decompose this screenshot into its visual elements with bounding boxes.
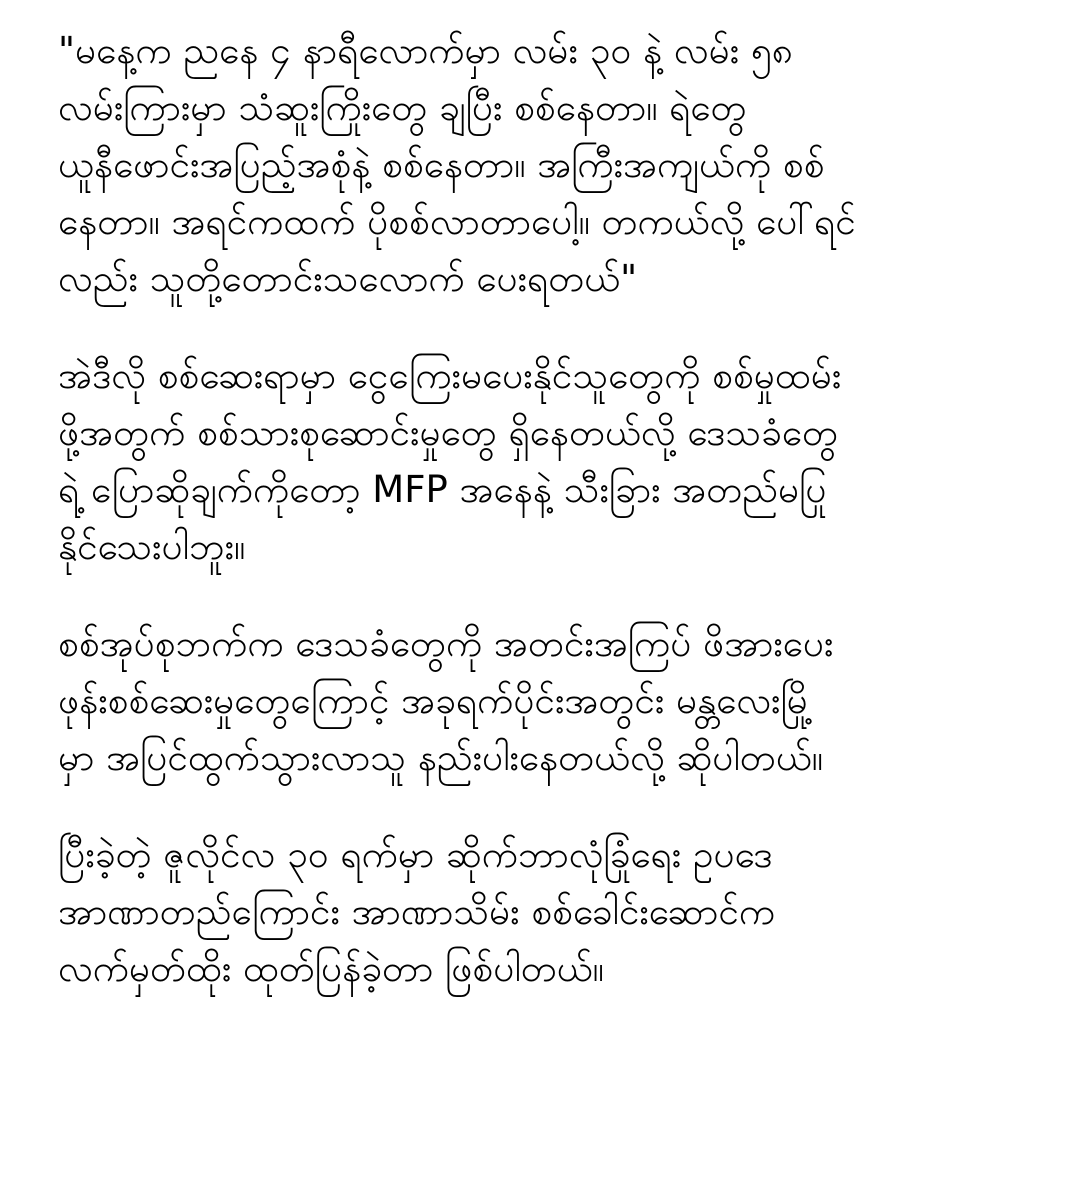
paragraph-4 [58,826,1048,997]
text-line: ပြီးခဲ့တဲ့ ဇူလိုင်လ ၃၀ ရက်မှာ ဆိုက်ဘာလုံခြုံရေး ဥပဒေ [58,833,773,876]
text-line: ဖုန်းစစ်ဆေးမှုတွေကြောင့် အခုရက်ပိုင်းအတွင်း မန္တလေးမြို့ [58,679,814,722]
text-line: လည်း သူတို့တောင်းသလောက် ပေးရတယ်" [58,257,638,300]
text-line: လမ်းကြားမှာ သံဆူးကြိုးတွေ ချပြီး စစ်နေတာ။ ရဲတွေ [58,86,747,129]
paragraph-1 [58,22,1048,307]
text-line: ဖို့အတွက် စစ်သားစုဆောင်းမှုတွေ ရှိနေတယ်လို့ ဒေသခံတွေ [58,411,838,454]
paragraph-3 [58,615,1048,786]
text-line: စစ်အုပ်စုဘက်က ဒေသခံတွေကို အတင်းအကြပ် ဖိအားပေး [58,622,834,665]
text-line: ယူနီဖောင်းအပြည့်အစုံနဲ့ စစ်နေတာ။ အကြီးအကျယ်ကို စစ် [58,143,825,186]
text-line: အဲဒီလို စစ်ဆေးရာမှာ ငွေကြေးမပေးနိုင်သူတွေကို စစ်မှုထမ်း [58,354,842,397]
article-body [58,22,1048,1037]
text-line: ရဲ့ ပြောဆိုချက်ကိုတော့ MFP အနေနဲ့ သီးခြား အတည်မပြု [58,468,827,511]
text-line: လက်မှတ်ထိုး ထုတ်ပြန်ခဲ့တာ ဖြစ်ပါတယ်။ [58,947,604,990]
text-line: မှာ အပြင်ထွက်သွားလာသူ နည်းပါးနေတယ်လို့ ဆိုပါတယ်။ [58,736,823,779]
paragraph-2 [58,347,1048,575]
text-line: အာဏာတည်ကြောင်း အာဏာသိမ်း စစ်ခေါင်းဆောင်က [58,890,776,933]
text-line: နေတာ။ အရင်ကထက် ပိုစစ်လာတာပေါ့။ တကယ်လို့ ပေါ်ရင် [58,200,856,243]
text-line: "မနေ့က ညနေ ၄ နာရီလောက်မှာ လမ်း ၃၀ နဲ့ လမ်း ၅၈ [58,29,793,72]
text-line: နိုင်သေးပါဘူး။ [58,525,246,568]
